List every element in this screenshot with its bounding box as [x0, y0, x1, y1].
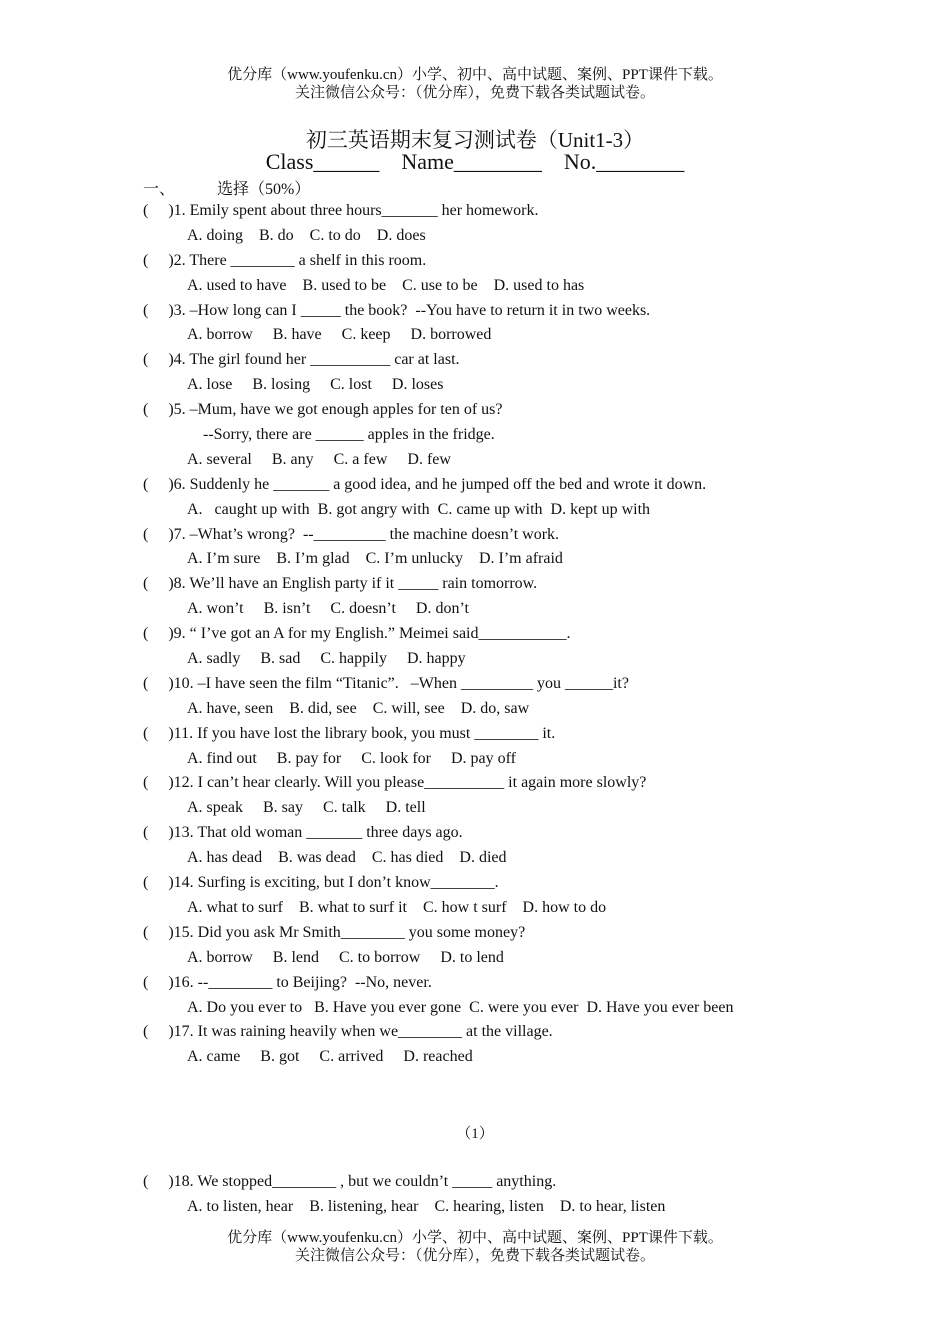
question-stem: ( )9. “ I’ve got an A for my English.” Meimei said___________. — [143, 625, 571, 643]
question-stem: ( )17. It was raining heavily when we________ at the village. — [143, 1023, 553, 1041]
question-stem: ( )7. –What’s wrong? --_________ the machine doesn’t work. — [143, 525, 560, 543]
question-stem: ( )18. We stopped________ , but we couldn’t _____ anything. — [143, 1173, 557, 1190]
question-stem: ( )1. Emily spent about three hours_______ her homework. — [143, 202, 539, 219]
answer-options: A. came B. got C. arrived D. reached — [187, 1048, 473, 1066]
answer-options: A. to listen, hear B. listening, hear C. hearing, listen D. to hear, listen — [187, 1197, 666, 1215]
answer-options: A. have, seen B. did, see C. will, see D. do, saw — [187, 699, 530, 717]
class-name-number-line: Class______ Name________ No.________ — [265, 149, 685, 174]
answer-options: A. speak B. say C. talk D. tell — [187, 799, 426, 817]
footer-line-1: 优分库（www.youfenku.cn）小学、初中、高中试题、案例、PPT课件下载。 — [227, 1230, 723, 1246]
question-stem: ( )5. –Mum, have we got enough apples for ten of us? — [143, 401, 503, 419]
header-line-1: 优分库（www.youfenku.cn）小学、初中、高中试题、案例、PPT课件下载。 — [227, 67, 723, 83]
question-stem: ( )8. We’ll have an English party if it _____ rain tomorrow. — [143, 575, 538, 593]
page-number: （1） — [456, 1126, 494, 1142]
answer-options: A. caught up with B. got angry with C. came up with D. kept up with — [187, 500, 651, 518]
question-stem: ( )15. Did you ask Mr Smith________ you some money? — [143, 923, 526, 941]
header-line-2: 关注微信公众号：（优分库），免费下载各类试题试卷。 — [294, 85, 655, 101]
section-number: 一、 — [143, 181, 176, 198]
answer-options: A. find out B. pay for C. look for D. pay off — [187, 749, 516, 767]
answer-options: A. doing B. do C. to do D. does — [187, 226, 426, 244]
question-stem: ( )11. If you have lost the library book, you must ________ it. — [143, 724, 556, 742]
question-followup: --Sorry, there are ______ apples in the fridge. — [203, 426, 495, 444]
answer-options: A. borrow B. have C. keep D. borrowed — [187, 326, 492, 344]
question-stem: ( )14. Surfing is exciting, but I don’t know________. — [143, 874, 499, 892]
question-stem: ( )2. There ________ a shelf in this room. — [143, 251, 427, 269]
page-footer — [0, 1229, 950, 1265]
answer-options: A. I’m sure B. I’m glad C. I’m unlucky D. I’m afraid — [187, 550, 563, 568]
answer-options: A. lose B. losing C. lost D. loses — [187, 376, 444, 394]
question-stem: ( )4. The girl found her __________ car at last. — [143, 351, 460, 369]
footer-line-2: 关注微信公众号：（优分库），免费下载各类试题试卷。 — [294, 1248, 655, 1264]
question-stem: ( )16. --________ to Beijing? --No, never. — [143, 973, 432, 991]
answer-options: A. several B. any C. a few D. few — [187, 450, 451, 468]
exam-title: 初三英语期末复习测试卷（Unit1-3） — [305, 128, 645, 152]
question-stem: ( )6. Suddenly he _______ a good idea, and he jumped off the bed and wrote it down. — [143, 475, 707, 493]
question-list-page-2 — [143, 1170, 923, 1220]
answer-options: A. sadly B. sad C. happily D. happy — [187, 650, 466, 668]
question-stem: ( )13. That old woman _______ three days ago. — [143, 824, 463, 842]
question-stem: ( )12. I can’t hear clearly. Will you please__________ it again more slowly? — [143, 774, 647, 792]
question-stem: ( )3. –How long can I _____ the book? --You have to return it in two weeks. — [143, 301, 651, 319]
section-heading — [143, 176, 310, 199]
answer-options: A. Do you ever to B. Have you ever gone C. were you ever D. Have you ever been — [187, 998, 734, 1016]
answer-options: A. won’t B. isn’t C. doesn’t D. don’t — [187, 600, 469, 618]
answer-options: A. used to have B. used to be C. use to be D. used to has — [187, 276, 585, 294]
page-header — [0, 66, 950, 102]
question-list — [143, 199, 923, 1070]
answer-options: A. borrow B. lend C. to borrow D. to lend — [187, 948, 504, 966]
answer-options: A. what to surf B. what to surf it C. how t surf D. how to do — [187, 898, 607, 916]
answer-options: A. has dead B. was dead C. has died D. died — [187, 849, 507, 867]
section-label: 选择（50%） — [217, 181, 311, 198]
question-stem: ( )10. –I have seen the film “Titanic”. –When _________ you ______it? — [143, 674, 629, 692]
